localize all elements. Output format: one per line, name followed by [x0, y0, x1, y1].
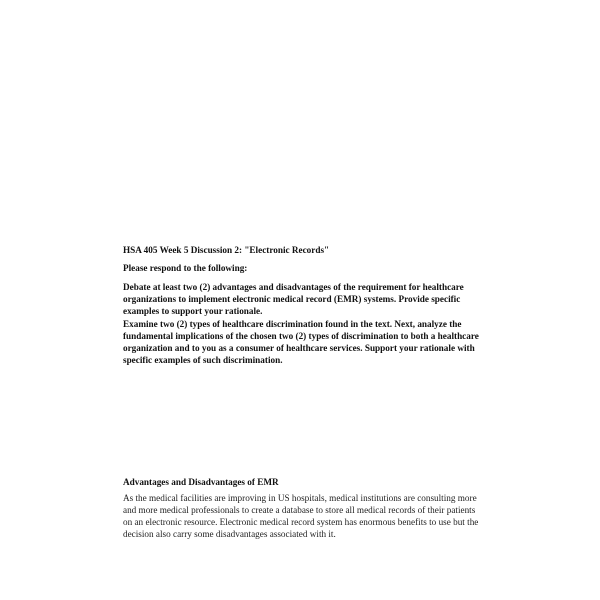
section-heading: Advantages and Disadvantages of EMR [123, 477, 279, 487]
question-1-line: Debate at least two (2) advantages and disadvantages of the requirement for healthcare [123, 282, 464, 292]
question-1-line: organizations to implement electronic medical record (EMR) systems. Provide specific [123, 294, 461, 304]
question-1 [123, 281, 483, 317]
question-2-line: Examine two (2) types of healthcare discrimination found in the text. Next, analyze the [123, 319, 462, 329]
prompt-text: Please respond to the following: [123, 263, 248, 273]
body-line: As the medical facilities are improving in US hospitals, medical institutions are consulting more [123, 493, 477, 503]
question-2-line: specific examples of such discrimination. [123, 355, 283, 365]
question-2-line: organization and to you as a consumer of healthcare services. Support your rationale with [123, 343, 475, 353]
question-1-line: examples to support your rationale. [123, 306, 263, 316]
question-2 [123, 318, 483, 366]
body-line: decision also carry some disadvantages associated with it. [123, 529, 336, 539]
question-2-line: fundamental implications of the chosen two (2) types of discrimination to both a healthcare [123, 331, 479, 341]
section-body [123, 492, 483, 540]
body-line: on an electronic resource. Electronic medical record system has enormous benefits to use but the [123, 517, 479, 527]
body-line: and more medical professionals to create a database to store all medical records of their patients [123, 505, 476, 515]
document-title: HSA 405 Week 5 Discussion 2: "Electronic Records" [123, 245, 330, 255]
